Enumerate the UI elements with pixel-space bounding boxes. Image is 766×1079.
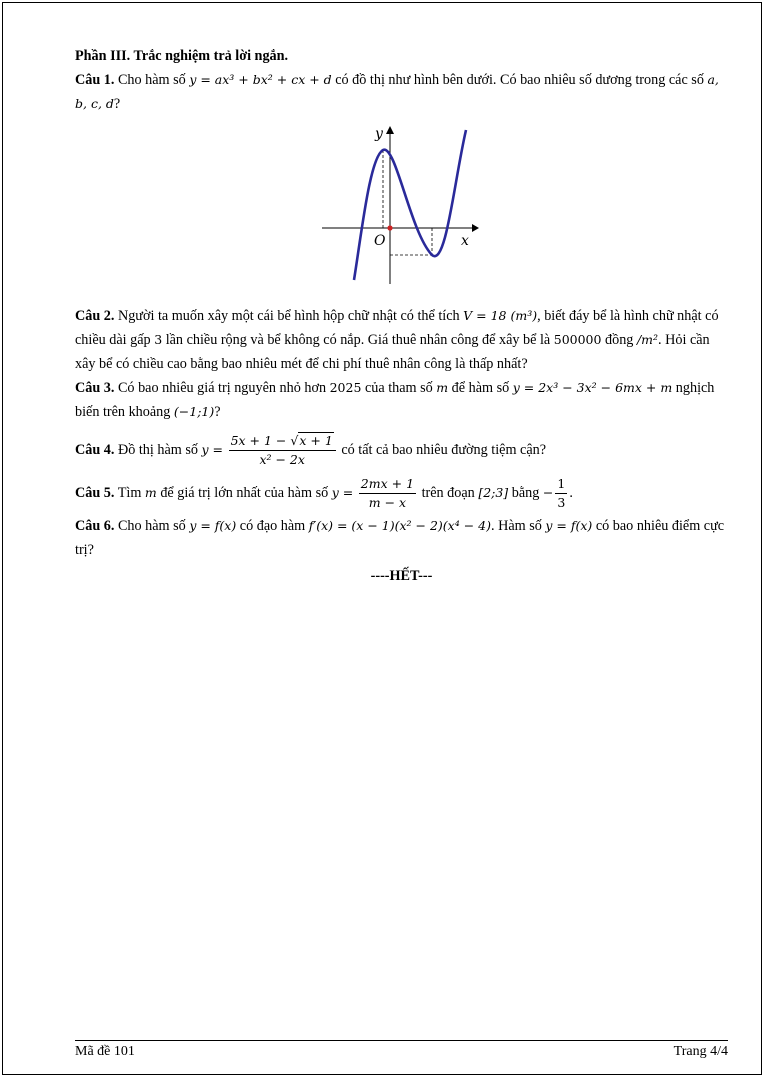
question-text: lần chiều rộng và bể không có nắp. Giá thuê nhân công để xây bể là bbox=[165, 332, 551, 348]
exam-code: Mã đề 101 bbox=[75, 1044, 135, 1059]
question-label: Câu 3. bbox=[75, 380, 115, 396]
math-sign: − bbox=[542, 484, 554, 500]
question-text: Cho hàm số bbox=[117, 518, 186, 534]
fraction-denominator: 3 bbox=[557, 495, 566, 510]
question-text: có bao nhiêu điểm cực trị? bbox=[75, 518, 725, 558]
question-text: có đạo hàm bbox=[239, 518, 306, 534]
math-param: m bbox=[436, 380, 449, 395]
question-label: Câu 1. bbox=[75, 72, 115, 88]
y-axis-arrow bbox=[386, 126, 394, 134]
question-text: để giá trị lớn nhất của hàm số bbox=[160, 484, 329, 501]
question-text: nghịch biến trên khoảng bbox=[75, 380, 715, 420]
question-text: đồng bbox=[605, 332, 634, 348]
question-3 bbox=[75, 376, 728, 424]
y-axis-label: y bbox=[375, 126, 383, 142]
question-5 bbox=[75, 475, 728, 512]
question-text: Có bao nhiêu giá trị nguyên nhỏ hơn bbox=[117, 380, 327, 396]
document-body bbox=[75, 44, 728, 588]
question-text: ? bbox=[214, 404, 221, 420]
question-text: . bbox=[569, 484, 573, 501]
question-text: trên đoạn bbox=[421, 484, 475, 501]
math-param: m bbox=[144, 484, 157, 500]
math-fraction: $\frac{5x + 1 - √x + 1}{\text{x² − 2x}}$ bbox=[229, 432, 336, 469]
page-number: Trang 4/4 bbox=[673, 1044, 728, 1059]
question-label: Câu 5. bbox=[75, 484, 115, 501]
math-ratio: 3 bbox=[154, 332, 163, 347]
question-4 bbox=[75, 432, 728, 469]
question-text: để hàm số bbox=[451, 380, 510, 396]
math-unit: /m² bbox=[636, 332, 659, 347]
math-function: y = f(x) bbox=[189, 518, 237, 533]
question-text: Đồ thị hàm số bbox=[117, 441, 198, 458]
math-vars: a, b, c, d bbox=[75, 72, 719, 111]
math-interval: [2;3] bbox=[478, 484, 509, 500]
fraction-denominator: x² − 2x bbox=[259, 452, 305, 467]
math-formula: y = ax³ + bx² + cx + d bbox=[189, 72, 332, 87]
cubic-graph bbox=[320, 122, 480, 287]
question-text: Người ta muốn xây một cái bể hình hộp chữ nhật có thể tích bbox=[117, 308, 460, 324]
question-text: Tìm bbox=[117, 484, 142, 501]
graph-figure bbox=[75, 122, 728, 292]
cubic-curve bbox=[354, 130, 466, 280]
sqrt-radicand: x + 1 bbox=[299, 433, 333, 448]
question-label: Câu 4. bbox=[75, 441, 115, 458]
question-2 bbox=[75, 304, 728, 376]
question-label: Câu 2. bbox=[75, 308, 115, 324]
math-price: 500000 bbox=[553, 332, 602, 347]
fraction-numerator: 1 bbox=[555, 475, 567, 494]
question-text: . Hàm số bbox=[490, 518, 542, 534]
y-intercept-point bbox=[387, 225, 392, 230]
question-text: , biết đáy bể là hình chữ nhật có chiều dài gấp bbox=[75, 308, 719, 348]
fraction-denominator: m − x bbox=[368, 495, 407, 510]
math-lhs: y = bbox=[331, 484, 354, 500]
fraction-numerator: 5x + 1 − bbox=[230, 433, 287, 448]
math-interval: (−1;1) bbox=[173, 404, 215, 419]
origin-label: O bbox=[374, 233, 386, 249]
math-derivative: f′(x) = (x − 1)(x² − 2)(x⁴ − 4) bbox=[308, 518, 491, 533]
section-title: Phần III. Trắc nghiệm trả lời ngắn. bbox=[75, 48, 289, 64]
question-text: . Hỏi cần xây bể có chiều cao bằng bao nhiêu mét để chi phí thuê nhân công là thấp nhất? bbox=[75, 332, 710, 372]
question-text: Cho hàm số bbox=[117, 72, 186, 88]
question-6 bbox=[75, 514, 728, 562]
question-text: ? bbox=[113, 96, 121, 112]
math-number: 2025 bbox=[329, 380, 362, 395]
footer-divider bbox=[75, 1040, 728, 1041]
question-text: bằng bbox=[511, 484, 540, 501]
fraction-numerator: 2mx + 1 bbox=[359, 475, 416, 494]
question-text: có tất cả bao nhiêu đường tiệm cận? bbox=[341, 441, 547, 458]
question-label: Câu 6. bbox=[75, 518, 115, 534]
x-axis-arrow bbox=[472, 224, 479, 232]
end-marker: ----HẾT--- bbox=[370, 568, 433, 584]
question-text: của tham số bbox=[364, 380, 433, 396]
math-lhs: y = bbox=[201, 441, 224, 457]
question-1 bbox=[75, 68, 728, 116]
math-function: y = f(x) bbox=[545, 518, 593, 533]
math-volume: V = 18 (m³) bbox=[463, 308, 538, 323]
math-fraction bbox=[359, 475, 416, 512]
math-formula: y = 2x³ − 3x² − 6mx + m bbox=[512, 380, 673, 395]
math-fraction bbox=[555, 475, 567, 512]
question-text: có đồ thị như hình bên dưới. Có bao nhiêu số dương trong các số bbox=[335, 72, 704, 88]
x-axis-label: x bbox=[461, 233, 469, 249]
